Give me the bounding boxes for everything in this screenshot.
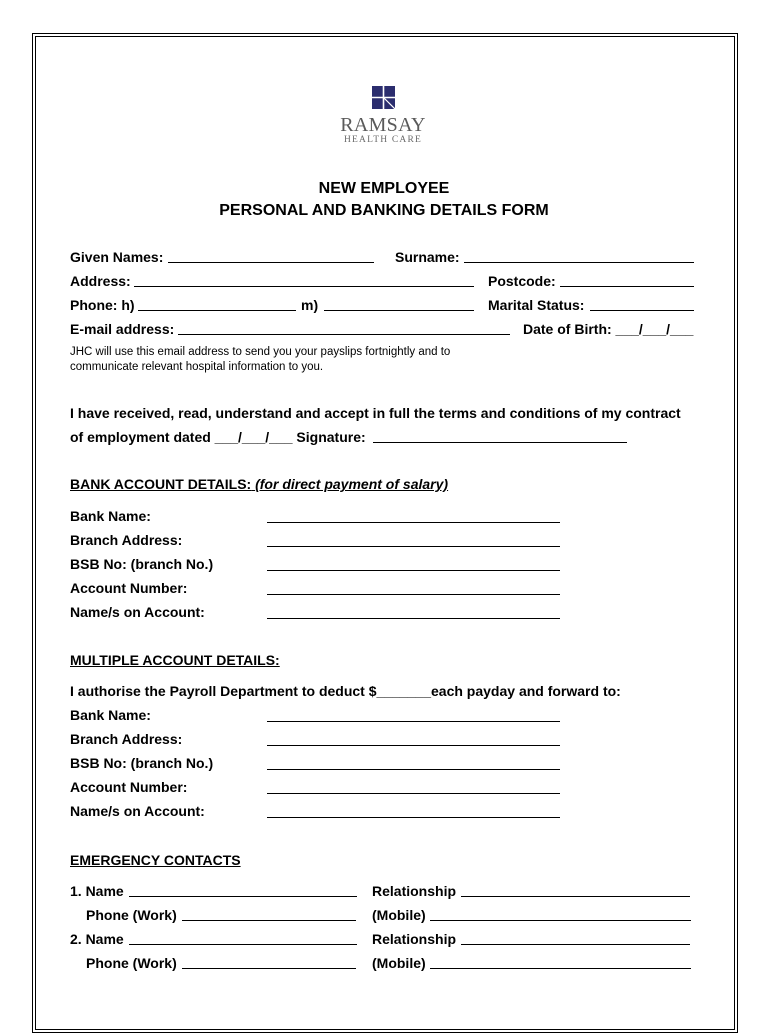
contact1-name-label: 1. Name — [70, 883, 124, 899]
address-label: Address: — [70, 273, 131, 289]
multiple-heading: MULTIPLE ACCOUNT DETAILS: — [70, 652, 280, 668]
multi-account-number-field[interactable] — [267, 793, 560, 794]
contact2-relationship-field[interactable] — [461, 944, 690, 945]
multi-account-number-label: Account Number: — [70, 779, 188, 795]
contact2-relationship-label: Relationship — [372, 931, 457, 947]
account-names-label: Name/s on Account: — [70, 604, 205, 620]
contact1-mobile-field[interactable] — [430, 920, 691, 921]
given-names-field[interactable] — [168, 262, 374, 263]
multi-bsb-label: BSB No: (branch No.) — [70, 755, 214, 771]
multi-branch-address-label: Branch Address: — [70, 731, 183, 747]
bank-name-label: Bank Name: — [70, 508, 151, 524]
contact2-mobile-field[interactable] — [430, 968, 691, 969]
emergency-heading: EMERGENCY CONTACTS — [70, 852, 241, 868]
bank-heading-note: (for direct payment of salary) — [255, 476, 449, 492]
contact1-mobile-label: (Mobile) — [372, 907, 426, 923]
contact1-phone-work-field[interactable] — [182, 920, 356, 921]
bsb-field[interactable] — [267, 570, 560, 571]
form-title-line1: NEW EMPLOYEE — [318, 180, 450, 197]
postcode-label: Postcode: — [488, 273, 556, 289]
account-names-field[interactable] — [267, 618, 560, 619]
bank-heading — [70, 476, 448, 492]
phone-mobile-label: m) — [301, 297, 319, 313]
form-title-line2: PERSONAL AND BANKING DETAILS FORM — [219, 202, 549, 219]
multi-account-names-label: Name/s on Account: — [70, 803, 205, 819]
multi-bank-name-label: Bank Name: — [70, 707, 151, 723]
surname-field[interactable] — [464, 262, 694, 263]
logo-mark-icon — [372, 86, 395, 109]
marital-status-field[interactable] — [590, 310, 694, 311]
contact1-name-field[interactable] — [129, 896, 357, 897]
email-label: E-mail address: — [70, 321, 175, 337]
authorise-deduction-text: I authorise the Payroll Department to deduct $_______each payday and forward to: — [70, 683, 621, 699]
phone-mobile-field[interactable] — [324, 310, 474, 311]
contact2-name-field[interactable] — [129, 944, 357, 945]
surname-label: Surname: — [395, 249, 460, 265]
agreement-line2: of employment dated ___/___/___ Signature: — [70, 429, 366, 445]
bank-name-field[interactable] — [267, 522, 560, 523]
contact2-phone-work-label: Phone (Work) — [86, 955, 177, 971]
phone-home-label: Phone: h) — [70, 297, 135, 313]
contact2-mobile-label: (Mobile) — [372, 955, 426, 971]
branch-address-label: Branch Address: — [70, 532, 183, 548]
date-of-birth-label[interactable]: Date of Birth: ___/___/___ — [523, 321, 694, 337]
logo-wordmark: RAMSAY — [340, 114, 426, 136]
address-field[interactable] — [134, 286, 474, 287]
postcode-field[interactable] — [560, 286, 694, 287]
contact1-relationship-label: Relationship — [372, 883, 457, 899]
multi-bank-name-field[interactable] — [267, 721, 560, 722]
phone-home-field[interactable] — [138, 310, 296, 311]
bank-heading-text: BANK ACCOUNT DETAILS: — [70, 476, 252, 492]
multi-account-names-field[interactable] — [267, 817, 560, 818]
contact2-name-label: 2. Name — [70, 931, 124, 947]
agreement-line1: I have received, read, understand and accept in full the terms and conditions of my contract — [70, 405, 681, 421]
contact2-phone-work-field[interactable] — [182, 968, 356, 969]
signature-field[interactable] — [373, 442, 627, 443]
branch-address-field[interactable] — [267, 546, 560, 547]
given-names-label: Given Names: — [70, 249, 164, 265]
contact1-phone-work-label: Phone (Work) — [86, 907, 177, 923]
account-number-label: Account Number: — [70, 580, 188, 596]
bsb-label: BSB No: (branch No.) — [70, 556, 214, 572]
multi-bsb-field[interactable] — [267, 769, 560, 770]
contact1-relationship-field[interactable] — [461, 896, 690, 897]
email-note-line2: communicate relevant hospital information to you. — [70, 361, 324, 373]
logo-subtitle: HEALTH CARE — [343, 135, 423, 145]
email-note-line1: JHC will use this email address to send you your payslips fortnightly and to — [70, 346, 451, 358]
multi-branch-address-field[interactable] — [267, 745, 560, 746]
account-number-field[interactable] — [267, 594, 560, 595]
marital-status-label: Marital Status: — [488, 297, 585, 313]
email-field[interactable] — [178, 334, 510, 335]
